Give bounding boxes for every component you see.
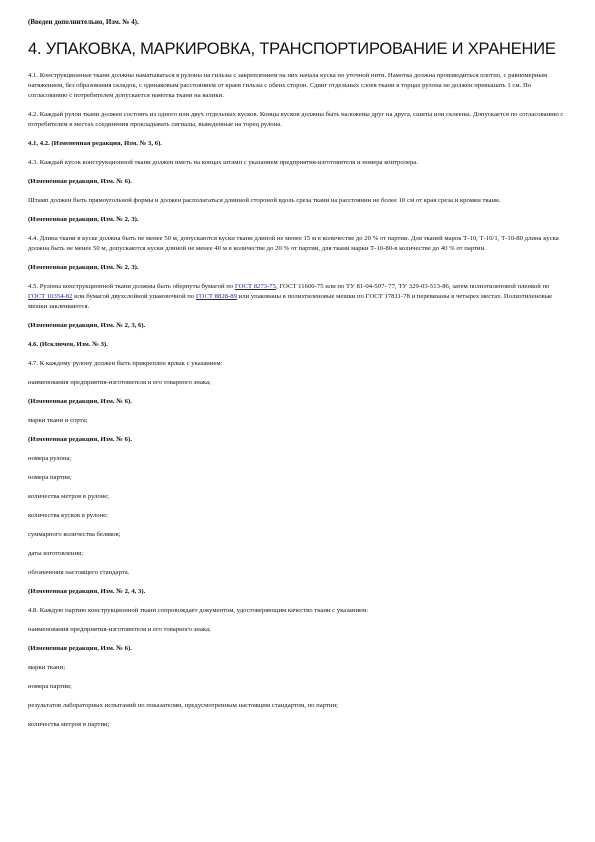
clause-4-5-text: или упакованы в полиэтиленовые мешки по ГОСТ 17811-78 и перевязаны в четырех местах. Полиэтиленовые мешки заклеиваются. [28,293,553,310]
clause-4-3-stamp: Штамп должен быть прямоугольной формы и должен располагаться длинной стороной вдоль среза ткани на расстоянии не более 10 см от края среза и кромки ткани. [28,197,501,204]
list-item: марки ткани и сорта; [28,417,88,424]
edit-note: (Измененная редакция, Изм. № 6). [28,178,132,185]
edit-note-4-1-4-2: 4.1, 4.2. (Измененная редакция, Изм. № 3, 6). [28,140,162,147]
edit-note: (Измененная редакция, Изм. № 6). [28,645,132,652]
list-item: номера партии; [28,683,72,690]
list-item: номера рулона; [28,455,72,462]
edit-note: (Измененная редакция, Изм. № 2, 3, 6). [28,322,146,329]
list-item: наименования предприятия-изготовителя и его товарного знака; [28,379,211,386]
gost-8828-link[interactable]: ГОСТ 8828-89 [195,293,237,300]
document-page [28,18,566,739]
clause-4-2: 4.2. Каждый рулон ткани должен состоять из одного или двух отдельных кусков. Концы кусков должны быть наложены друг на друга, сшиты или склеены. Допускается по согласованию с потребителем в местах соединения прокладывать сигналы, выведенные на торец рулона. [28,111,564,128]
list-item: количества метров в партии; [28,721,110,728]
list-item: наименования предприятия-изготовителя и его товарного знака; [28,626,211,633]
list-item: суммарного количества беляков; [28,531,121,538]
edit-note: (Измененная редакция, Изм. № 2, 4, 3). [28,588,146,595]
list-item: количества кусков в рулоне; [28,512,108,519]
gost-8273-link[interactable]: ГОСТ 8273-75 [234,283,276,290]
section-title: 4. УПАКОВКА, МАРКИРОВКА, ТРАНСПОРТИРОВАНИЕ И ХРАНЕНИЕ [28,40,556,58]
edit-note: (Измененная редакция, Изм. № 6). [28,436,132,443]
clause-4-5-text: , ГОСТ 11600-75 или по ТУ 81-04-507- 77, ТУ 329-03-513-86, затем полиэтиленовой пленкой по [276,283,550,290]
clause-4-4: 4.4. Длина ткани в куске должна быть не менее 50 м, допускаются куски ткани длиной не менее 15 м в количестве до 20 % от партии. Для тканей марок Т-10, Т-10/1, Т-10-80 длина куска должна быть не менее 50 м, допускаются куски длиной не менее 40 м в количестве до 20 % от партии, для ткани марки Т-10-80-в количестве до 40 % от партии. [28,235,559,252]
list-item: даты изготовления; [28,550,83,557]
clause-4-3: 4.3. Каждый кусок конструкционной ткани должен иметь на концах штамп с указанием предприятия-изготовителя и номера контролера. [28,159,418,166]
clause-4-5 [28,282,566,312]
clause-4-5-text: или бумагой двухслойной упаковочной по [72,293,196,300]
clause-4-1: 4.1. Конструкционные ткани должны наматываться в рулоны на гильзы с закреплением на них начала куска по уточной нити. Намотка должна производиться плотно, с равномерным натяжением, без образования складок, с одинаковым расстоянием от краев гильзы с обеих сторон. Сдвиг отдельных слоев ткани в торцах рулона не должен превышать 1 см. По согласованию с потребителем допускается намотка ткани на валики. [28,72,548,99]
clause-4-8: 4.8. Каждую партию конструкционной ткани сопровождает документом, удостоверяющим качество ткани с указанием: [28,607,369,614]
edit-note: (Измененная редакция, Изм. № 2, 3). [28,264,139,271]
list-item: номера партии; [28,474,72,481]
clause-4-5-text: 4.5. Рулоны конструкционной ткани должны быть обернуты бумагой по [28,283,235,290]
gost-10354-link[interactable]: ГОСТ 10354-82 [28,293,73,300]
list-item: количества метров в рулоне; [28,493,110,500]
clause-4-6: 4.6. (Исключен, Изм. № 3). [28,341,108,348]
clause-4-7: 4.7. К каждому рулону должен быть прикреплен ярлык с указанием: [28,360,223,367]
list-item: марки ткани; [28,664,66,671]
edit-note: (Измененная редакция, Изм. № 6). [28,398,132,405]
edit-note: (Измененная редакция, Изм. № 2, 3). [28,216,139,223]
list-item: обозначения настоящего стандарта. [28,569,130,576]
intro-note: (Введен дополнительно, Изм. № 4). [28,18,139,26]
list-item: результатов лабораторных испытаний по показателям, предусмотренным настоящим стандартом, по партии; [28,702,338,709]
